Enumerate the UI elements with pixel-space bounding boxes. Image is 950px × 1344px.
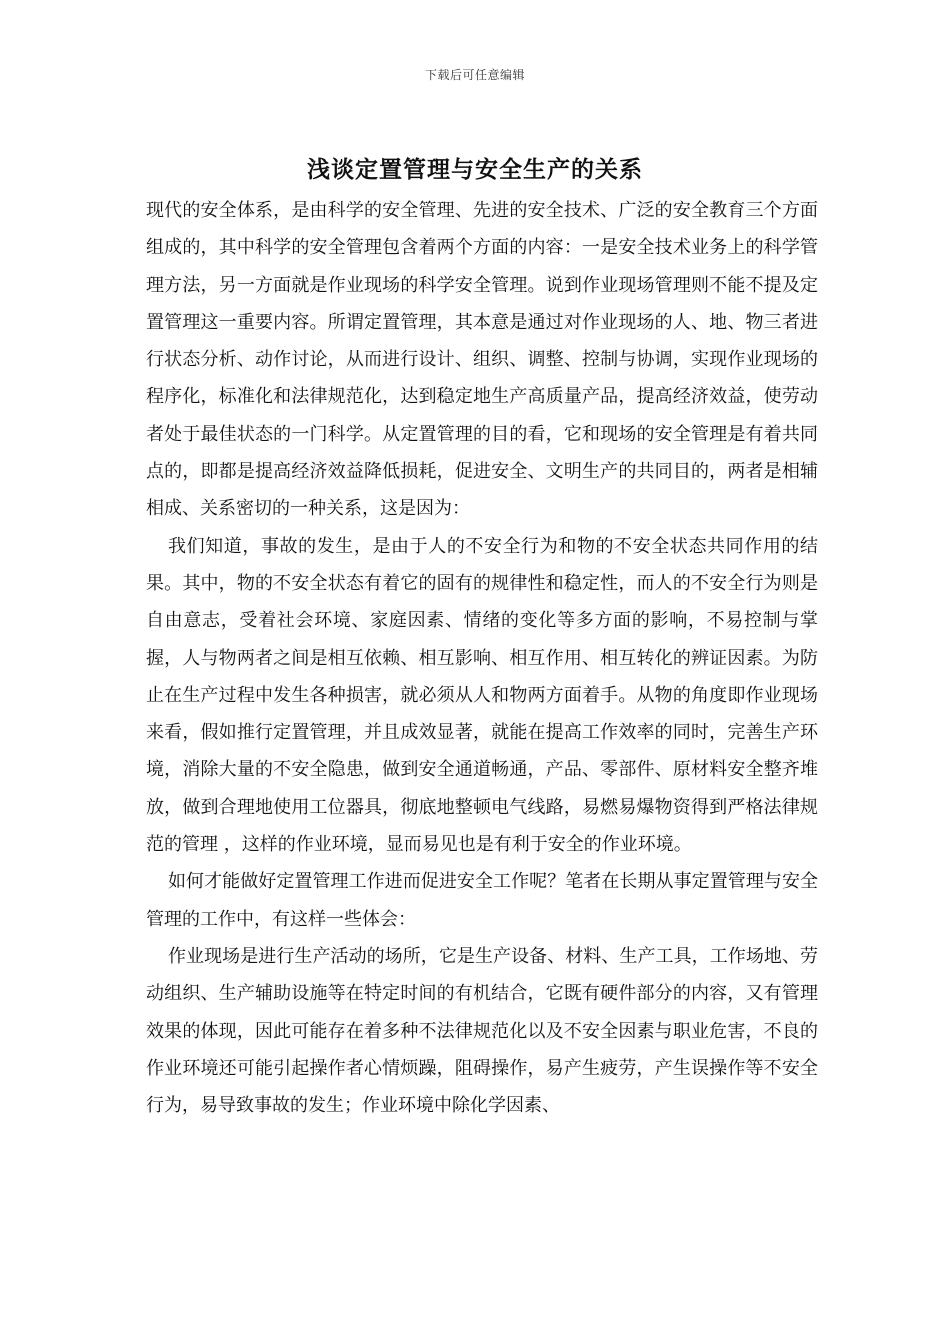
document-body [146, 192, 818, 1124]
paragraph-work-site: 作业现场是进行生产活动的场所，它是生产设备、材料、生产工具，工作场地、劳动组织、生产辅助设施等在特定时间的有机结合，它既有硬件部分的内容，又有管理效果的体现，因此可能存在着多种不法律规范化以及不安全因素与职业危害，不良的作业环境还可能引起操作者心情烦躁，阻碍操作，易产生疲劳，产生误操作等不安全行为，易导致事故的发生；作业环境中除化学因素、 [146, 945, 818, 1117]
paragraph-intro: 现代的安全体系，是由科学的安全管理、先进的安全技术、广泛的安全教育三个方面组成的，其中科学的安全管理包含着两个方面的内容：一是安全技术业务上的科学管理方法，另一方面就是作业现场的科学安全管理。说到作业现场管理则不能不提及定置管理这一重要内容。所谓定置管理，其本意是通过对作业现场的人、地、物三者进行状态分析、动作讨论，从而进行设计、组织、调整、控制与协调，实现作业现场的程序化，标准化和法律规范化，达到稳定地生产高质量产品，提高经济效益，使劳动者处于最佳状态的一门科学。从定置管理的目的看，它和现场的安全管理是有着共同点的，即都是提高经济效益降低损耗，促进安全、文明生产的共同目的，两者是相辅相成、关系密切的一种关系，这是因为： [146, 200, 818, 520]
document-title: 浅谈定置管理与安全生产的关系 [307, 156, 643, 183]
header-note: 下载后可任意编辑 [424, 68, 525, 82]
paragraph-question: 如何才能做好定置管理工作进而促进安全工作呢？笔者在长期从事定置管理与安全管理的工作中，有这样一些体会： [146, 871, 818, 930]
paragraph-accident-causes: 我们知道，事故的发生，是由于人的不安全行为和物的不安全状态共同作用的结果。其中，物的不安全状态有着它的固有的规律性和稳定性，而人的不安全行为则是自由意志，受着社会环境、家庭因素、情绪的变化等多方面的影响，不易控制与掌握，人与物两者之间是相互依赖、相互影响、相互作用、相互转化的辨证因素。为防止在生产过程中发生各种损害，就必须从人和物两方面着手。从物的角度即作业现场来看，假如推行定置管理，并且成效显著，就能在提高工作效率的同时，完善生产环境，消除大量的不安全隐患，做到安全通道畅通，产品、零部件、原材料安全整齐堆放，做到合理地使用工位器具，彻底地整顿电气线路，易燃易爆物资得到严格法律规范的管理 ，这样的作业环境，显而易见也是有利于安全的作业环境。 [146, 535, 818, 856]
